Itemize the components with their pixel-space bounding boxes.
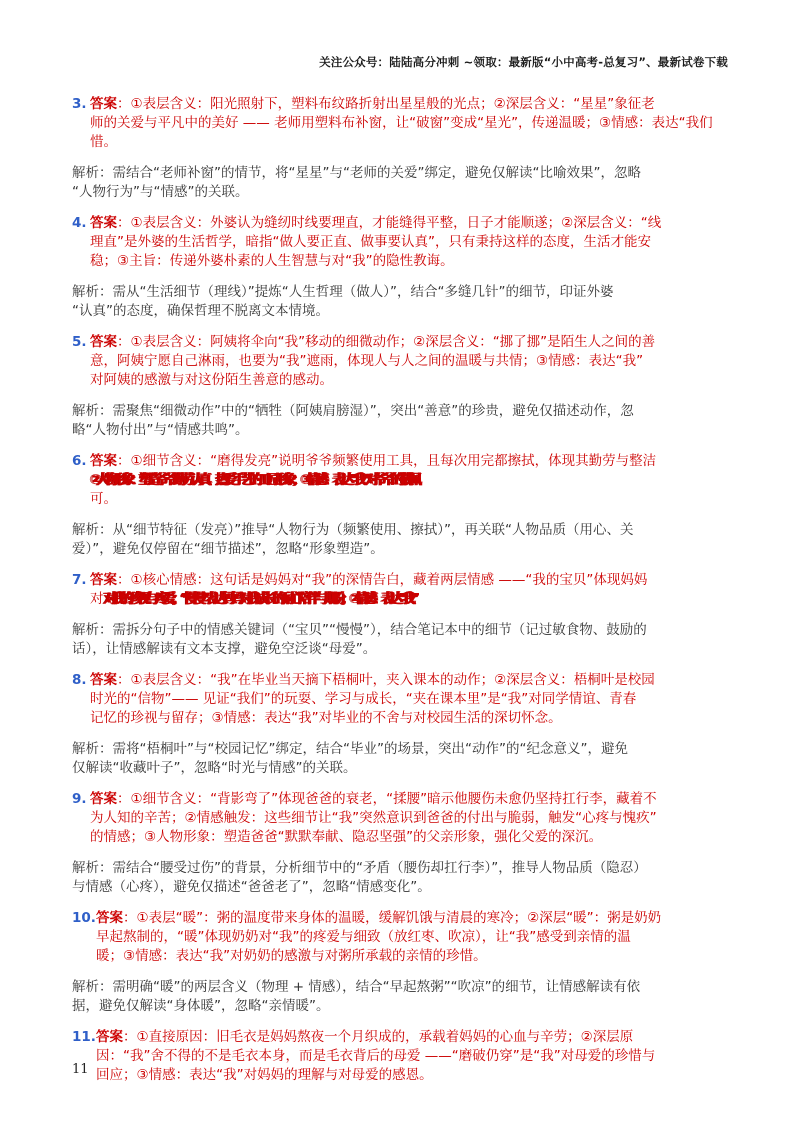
analysis-block — [72, 740, 800, 778]
answer-line-text: 意，阿姨宁愿自己淋雨，也要为“我”遮雨，体现人与人之间的温暖与共情；③情感：表达“我” — [90, 353, 644, 369]
answer-separator: ： — [117, 215, 131, 231]
answer-item — [72, 95, 800, 152]
answer-line — [90, 133, 800, 152]
answer-separator: ： — [123, 910, 137, 926]
answer-item — [72, 671, 800, 728]
answer-line-text: ①表层含义：阿姨将伞向“我”移动的细微动作；②深层含义：“挪了挪”是陌生人之间的善 — [130, 334, 656, 350]
item-number: 11. — [72, 1029, 96, 1045]
answer-line-text: 时光的“信物”—— 见证“我们”的玩耍、学习与成长，“夹在课本里”是“我”对同学情谊、青春 — [90, 691, 637, 707]
item-number: 3. — [72, 96, 87, 112]
analysis-block — [72, 978, 800, 1016]
answer-line — [90, 471, 800, 490]
analysis-block — [72, 283, 800, 321]
overlapping-text: ②人物形象：塑造爷爷勤劳认真、热爱手艺的工匠形象；③情感：表达“我”对爷爷的敬佩 — [90, 472, 417, 488]
analysis-line: 解析：从“细节特征（发亮）”推导“人物行为（频繁使用、擦拭）”，再关联“人物品质（用心、关 — [72, 522, 634, 538]
answer-line-text: 暖；③情感：表达“我”对奶奶的感激与对粥所承载的亲情的珍惜。 — [96, 948, 487, 964]
item-number: 8. — [72, 672, 87, 688]
answer-line — [96, 928, 800, 947]
answer-line-text: ①直接原因：旧毛衣是妈妈熬夜一个月织成的，承载着妈妈的心血与辛劳；②深层原 — [136, 1029, 634, 1045]
analysis-block — [72, 521, 800, 559]
answer-line — [90, 671, 800, 690]
answer-label: 答案 — [90, 334, 117, 350]
answer-line — [90, 490, 800, 509]
analysis-line: 爱）”，避免仅停留在“细节描述”，忽略“形象塑造”。 — [72, 541, 384, 557]
answer-line-text: 回应；③情感：表达“我”对妈妈的理解与对母爱的感恩。 — [96, 1067, 433, 1083]
answer-line-text: 惜。 — [90, 134, 117, 150]
answer-item — [72, 571, 800, 609]
answer-separator: ： — [123, 1029, 137, 1045]
analysis-line: “认真”的态度，确保哲理不脱离文本情境。 — [72, 303, 329, 319]
answer-line — [96, 947, 800, 966]
analysis-line: 解析：需结合“腰受过伤”的背景，分析细节中的“矛盾（腰伤却扛行李）”，推导人物品质（隐忍） — [72, 860, 647, 876]
overlapping-text: 对我的珍视与疼爱；“慢慢”表达妈妈对我成长的耐心陪伴与期盼；②情感：表达“我” — [103, 591, 415, 607]
answer-label: 答案 — [90, 672, 117, 688]
answer-label: 答案 — [90, 96, 117, 112]
answer-label: 答案 — [96, 910, 123, 926]
answer-line-text: ①表层含义：外婆认为缝纫时线要理直，才能缝得平整，日子才能顺遂；②深层含义：“线 — [130, 215, 662, 231]
item-number: 5. — [72, 334, 87, 350]
answer-line — [96, 1028, 800, 1047]
item-number: 6. — [72, 453, 87, 469]
answer-item — [72, 214, 800, 271]
answer-item — [72, 909, 800, 966]
answer-line — [90, 809, 800, 828]
answer-line-text: 师的关爱与平凡中的美好 —— 老师用塑料布补窗，让“破窗”变成“星光”，传递温暖；③情感：表达“我们 — [90, 115, 713, 131]
answer-line — [90, 214, 800, 233]
answer-line-text: ①细节含义：“磨得发亮”说明爷爷频繁使用工具，且每次用完都擦拭，体现其勤劳与整洁 — [130, 453, 657, 469]
answer-line — [90, 709, 800, 728]
answer-line — [90, 371, 800, 390]
answer-line — [90, 590, 800, 609]
answer-label: 答案 — [90, 453, 117, 469]
answer-line-text: 对阿姨的感激与对这份陌生善意的感动。 — [90, 372, 333, 388]
analysis-block — [72, 859, 800, 897]
answer-line-text: 为人知的辛苦；②情感触发：这些细节让“我”突然意识到爸爸的付出与脆弱，触发“心疼与愧疚” — [90, 810, 657, 826]
analysis-block — [72, 402, 800, 440]
answer-line — [90, 114, 800, 133]
answer-line — [90, 233, 800, 252]
analysis-block — [72, 164, 800, 202]
answer-separator: ： — [117, 572, 131, 588]
item-number: 7. — [72, 572, 87, 588]
answer-line-text: 可。 — [90, 491, 117, 507]
answer-line-text: 因：“我”舍不得的不是毛衣本身，而是毛衣背后的母爱 ——“磨破仍穿”是“我”对母爱的珍惜与 — [96, 1048, 656, 1064]
item-number: 10. — [72, 910, 96, 926]
answer-line — [96, 1047, 800, 1066]
item-number: 4. — [72, 215, 87, 231]
answer-line — [90, 571, 800, 590]
answer-separator: ： — [117, 672, 131, 688]
answer-line-text: ①细节含义：“背影弯了”体现爸爸的衰老，“揉腰”暗示他腰伤未愈仍坚持扛行李，藏着不 — [130, 791, 657, 807]
analysis-line: 话），让情感解读有文本支撑，避免空泛谈“母爱”。 — [72, 641, 377, 657]
answer-item — [72, 1028, 800, 1085]
answer-item — [72, 790, 800, 847]
answer-item — [72, 333, 800, 390]
answer-line — [90, 95, 800, 114]
answer-line-text: ①核心情感：这句话是妈妈对“我”的深情告白，藏着两层情感 ——“我的宝贝”体现妈妈 — [130, 572, 648, 588]
answer-item — [72, 452, 800, 509]
answer-line — [96, 909, 800, 928]
answer-line-text: 对 — [90, 591, 104, 607]
answer-line — [90, 790, 800, 809]
answer-line-text: ①表层含义：“我”在毕业当天摘下梧桐叶，夹入课本的动作；②深层含义：梧桐叶是校园 — [130, 672, 655, 688]
answer-line — [90, 352, 800, 371]
analysis-line: 解析：需拆分句子中的情感关键词（“宝贝”“慢慢”），结合笔记本中的细节（记过敏食物、鼓励的 — [72, 622, 647, 638]
answer-line-text: ①表层含义：阳光照射下，塑料布纹路折射出星星般的光点；②深层含义：“星星”象征老 — [130, 96, 655, 112]
answer-line-text: 的情感；③人物形象：塑造爸爸“默默奉献、隐忍坚强”的父亲形象，强化父爱的深沉。 — [90, 829, 603, 845]
analysis-line: 仅解读“收藏叶子”，忽略“时光与情感”的关联。 — [72, 760, 357, 776]
answer-label: 答案 — [90, 791, 117, 807]
answer-list — [72, 95, 800, 1097]
answer-separator: ： — [117, 453, 131, 469]
answer-label: 答案 — [90, 215, 117, 231]
analysis-line: “人物行为”与“情感”的关联。 — [72, 184, 249, 200]
answer-separator: ： — [117, 334, 131, 350]
answer-separator: ： — [117, 96, 131, 112]
analysis-line: 解析：需从“生活细节（理线）”提炼“人生哲理（做人）”，结合“多缝几针”的细节，印证外婆 — [72, 284, 614, 300]
analysis-line: 据，避免仅解读“身体暖”，忽略“亲情暖”。 — [72, 998, 330, 1014]
analysis-line: 略“人物付出”与“情感共鸣”。 — [72, 422, 249, 438]
page-number: 11 — [72, 1062, 89, 1077]
analysis-line: 解析：需聚焦“细微动作”中的“牺牲（阿姨肩膀湿）”，突出“善意”的珍贵，避免仅描述动作，忽 — [72, 403, 634, 419]
answer-line — [90, 690, 800, 709]
answer-line-text: 早起熬制的，“暖”体现奶奶对“我”的疼爱与细致（放红枣、吹凉），让“我”感受到亲情的温 — [96, 929, 631, 945]
item-number: 9. — [72, 791, 87, 807]
answer-label: 答案 — [96, 1029, 123, 1045]
answer-line — [90, 252, 800, 271]
answer-separator: ： — [117, 791, 131, 807]
analysis-block — [72, 621, 800, 659]
answer-line-text: ①表层“暖”：粥的温度带来身体的温暖，缓解饥饿与清晨的寒冷；②深层“暖”：粥是奶奶 — [136, 910, 662, 926]
analysis-line: 解析：需将“梧桐叶”与“校园记忆”绑定，结合“毕业”的场景，突出“动作”的“纪念意义”，避免 — [72, 741, 628, 757]
analysis-line: 解析：需结合“老师补窗”的情节，将“星星”与“老师的关爱”绑定，避免仅解读“比喻效果”，忽略 — [72, 165, 641, 181]
answer-label: 答案 — [90, 572, 117, 588]
answer-line — [90, 333, 800, 352]
answer-line — [96, 1066, 800, 1085]
answer-line-text: 理直”是外婆的生活哲学，暗指“做人要正直、做事要认真”，只有秉持这样的态度，生活才能安 — [90, 234, 651, 250]
analysis-line: 解析：需明确“暖”的两层含义（物理 + 情感），结合“早起熬粥”“吹凉”的细节，让情感解读有依 — [72, 979, 641, 995]
page-header: 关注公众号：陆陆高分冲刺 ~领取：最新版“小中高考-总复习”、最新试卷下载 — [319, 55, 728, 69]
analysis-line: 与情感（心疼），避免仅描述“爸爸老了”，忽略“情感变化”。 — [72, 879, 431, 895]
answer-line-text: 稳；③主旨：传递外婆朴素的人生智慧与对“我”的隐性教诲。 — [90, 253, 454, 269]
answer-line — [90, 828, 800, 847]
answer-line — [90, 452, 800, 471]
answer-line-text: 记忆的珍视与留存；③情感：表达“我”对毕业的不舍与对校园生活的深切怀念。 — [90, 710, 562, 726]
